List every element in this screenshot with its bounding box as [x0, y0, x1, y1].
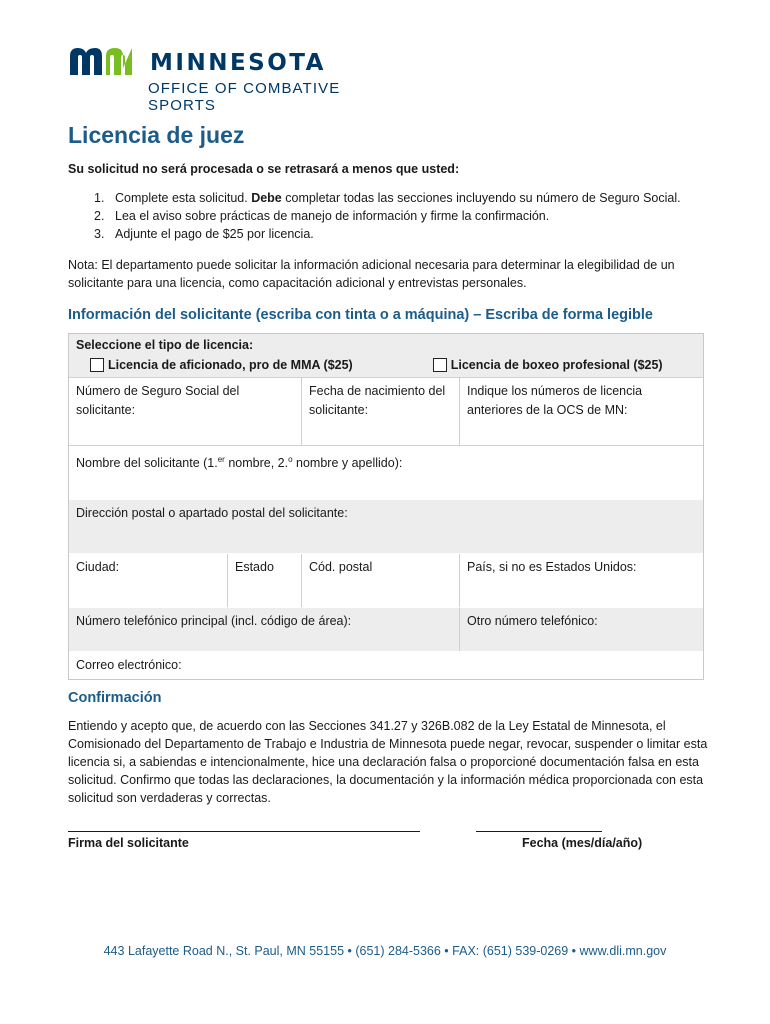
birth-date-label: Fecha de nacimiento del solicitante:: [309, 384, 446, 417]
address-field[interactable]: [69, 500, 703, 553]
ssn-label: Número de Seguro Social del solicitante:: [76, 384, 240, 417]
country-label: País, si no es Estados Unidos:: [467, 560, 637, 574]
mn-logo-icon: [68, 46, 134, 76]
confirmation-text: Entiendo y acepto que, de acuerdo con las Secciones 341.27 y 326B.082 de la Ley Estatal de Minnesota, el Comisionado del Departamento de Trabajo e Industria de Minnesota puede negar, revocar, suspender o limitar esta licencia si, a sabiendas e intencionalmente, hice una declaración falsa o proporcioné documentación falsa en esta solicitud. Confirmo que todas las declaraciones, la documentación y la información médica proporcionada con esta solicitud son verdaderas y correctas.: [68, 719, 708, 805]
country-field[interactable]: [459, 554, 703, 607]
city-field[interactable]: [69, 554, 227, 607]
email-field[interactable]: [69, 652, 703, 679]
main-phone-field[interactable]: [69, 608, 459, 651]
ssn-field[interactable]: [69, 378, 301, 445]
note-text: Nota: El departamento puede solicitar la información adicional necesaria para determinar la elegibilidad de un solicitante para una licencia, como capacitación adicional y entrevistas personales.: [68, 258, 675, 290]
logo-office: OFFICE OF COMBATIVE SPORTS: [148, 80, 341, 114]
license-type-row: [69, 334, 703, 377]
state-field[interactable]: [227, 554, 301, 607]
mma-checkbox[interactable]: [90, 358, 104, 372]
mn-logo: [68, 46, 398, 114]
main-phone-label: Número telefónico principal (incl. código de área):: [76, 614, 352, 628]
date-line[interactable]: [476, 831, 602, 832]
mma-option-label: Licencia de aficionado, pro de MMA ($25): [108, 358, 353, 372]
license-type-label: Seleccione el tipo de licencia:: [76, 338, 254, 352]
boxing-checkbox[interactable]: [433, 358, 447, 372]
zip-label: Cód. postal: [309, 560, 373, 574]
other-phone-field[interactable]: [459, 608, 703, 651]
boxing-option-label: Licencia de boxeo profesional ($25): [450, 358, 663, 372]
email-label: Correo electrónico:: [76, 658, 182, 672]
birth-date-field[interactable]: [301, 378, 459, 445]
list-item: 2. Lea el aviso sobre prácticas de manejo de información y firme la confirmación.: [94, 209, 550, 223]
applicant-section-heading: Información del solicitante (escriba con tinta o a máquina) – Escriba de forma legible: [68, 307, 653, 323]
other-phone-label: Otro número telefónico:: [467, 614, 598, 628]
prior-licenses-field[interactable]: [459, 378, 703, 445]
list-item: 3. Adjunte el pago de $25 por licencia.: [94, 227, 314, 241]
logo-name: MINNESOTA: [150, 50, 326, 76]
intro-text: Su solicitud no será procesada o se retrasará a menos que usted:: [68, 162, 460, 176]
city-label: Ciudad:: [76, 560, 120, 574]
page-title: Licencia de juez: [68, 122, 245, 148]
signature-label: Firma del solicitante: [68, 836, 189, 850]
zip-field[interactable]: [301, 554, 459, 607]
name-label: Nombre del solicitante (1.$^{er}$ nombre, 2.$^o$ nombre y apellido):: [76, 455, 403, 471]
steps-list: [68, 189, 753, 243]
name-field[interactable]: [69, 446, 703, 499]
date-label: Fecha (mes/día/año): [522, 836, 643, 850]
prior-licenses-label: Indique los números de licencia anteriores de la OCS de MN:: [467, 384, 643, 417]
list-item: 1. Complete esta solicitud. Debe completar todas las secciones incluyendo su número de Seguro Social.: [94, 191, 681, 205]
applicant-form: [68, 333, 704, 680]
state-label: Estado: [235, 560, 274, 574]
signature-line[interactable]: [68, 831, 420, 832]
confirmation-heading: Confirmación: [68, 690, 162, 706]
footer-address: 443 Lafayette Road N., St. Paul, MN 55155 • (651) 284-5366 • FAX: (651) 539-0269 • www.dli.mn.gov: [103, 944, 667, 958]
address-label: Dirección postal o apartado postal del solicitante:: [76, 506, 348, 520]
